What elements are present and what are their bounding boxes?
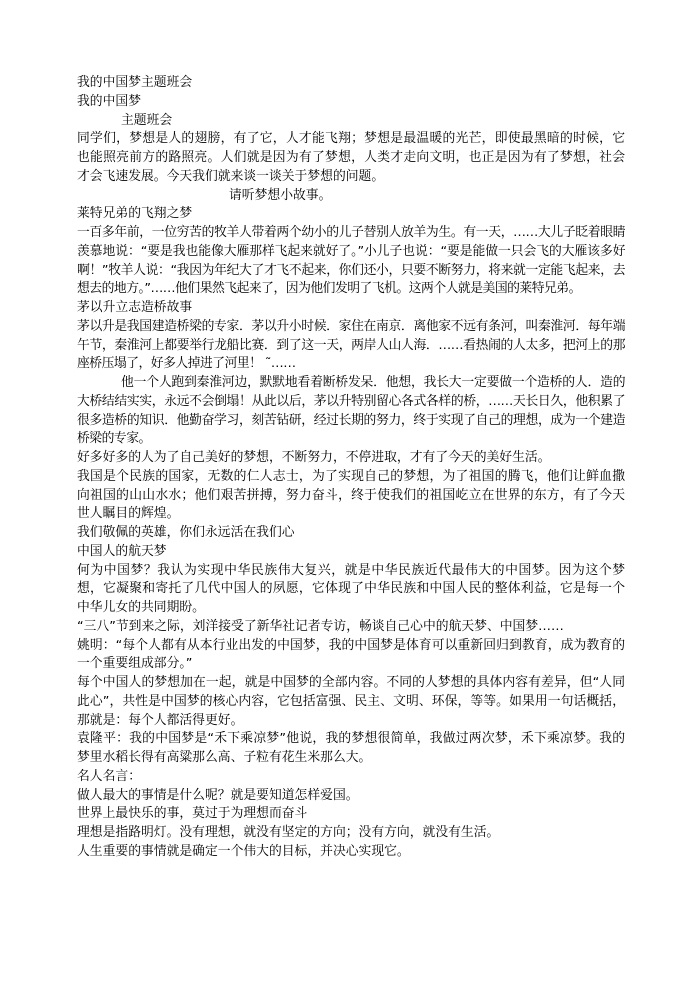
- doc-title: 我的中国梦主题班会: [77, 75, 193, 90]
- story-heading: 请听梦想小故事。: [229, 187, 332, 203]
- story-paragraph-mao-2: 他一个人跑到秦淮河边，默默地看着断桥发呆．他想，我长大一定要做一个造桥的人．造的大桥结结实实，永远不会倒塌！从此以后，茅以升特别留心各式各样的桥，……天长日久，他积累了很多造桥的知识．他勤奋学习，刻苦钻研，经过长期的努力，终于实现了自己的理想，成为一个建造桥梁的专家。: [77, 375, 625, 447]
- paragraph-dreams: 好多好多的人为了自己美好的梦想，不断努力，不停进取，才有了今天的美好生活。: [77, 450, 551, 465]
- quotes-heading: 名人名言：: [77, 768, 141, 784]
- quote-1: 做人最大的事情是什么呢？就是要知道怎样爱国。: [77, 787, 359, 803]
- quote-3: 理想是指路明灯。没有理想，就没有坚定的方向；没有方向，就没有生活。: [77, 825, 500, 840]
- paragraph-yaoming: 姚明：“每个人都有从本行业出发的中国梦，我的中国梦是体育可以重新回归到教育，成为教育的一个重要组成部分。”: [77, 637, 625, 672]
- paragraph-heroes: 我们敬佩的英雄，你们永远活在我们心: [77, 525, 295, 540]
- quote-4: 人生重要的事情就是确定一个伟大的目标，并决心实现它。: [77, 843, 410, 859]
- story-paragraph-mao-1: 茅以升是我国建造桥梁的专家．茅以升小时候．家住在南京．离他家不远有条河，叫秦淮河．每年端午节，秦淮河上都要举行龙船比赛．到了这一天，两岸人山人海．……看热闹的人太多，把河上的那座桥压塌了，好多人掉进了河里！ ˜……: [77, 318, 625, 372]
- paragraph-china-dream: 何为中国梦？我认为实现中华民族伟大复兴，就是中华民族近代最伟大的中国梦。因为这个梦想，它凝聚和寄托了几代中国人的夙愿，它体现了中华民族和中国人民的整体利益，它是每一个中华儿女的共同期盼。: [77, 562, 625, 615]
- story-title-mao: 茅以升立志造桥故事: [77, 300, 193, 315]
- story-paragraph-wright: 一百多年前，一位穷苦的牧羊人带着两个幼小的儿子替别人放羊为生。有一天，……大儿子眨着眼睛羡慕地说：“要是我也能像大雁那样飞起来就好了。”小儿子也说：“要是能做一只会飞的大雁该多好啊！”牧羊人说：“我因为年纪大了才飞不起来，你们还小，只要不断努力，将来就一定能飞起来，去想去的地方。”……他们果然飞起来了，因为他们发明了飞机。这两个人就是美国的莱特兄弟。: [77, 225, 625, 297]
- section-title-space: 中国人的航天梦: [77, 543, 167, 559]
- doc-subtitle-2: 主题班会: [121, 112, 173, 128]
- doc-subtitle: 我的中国梦: [77, 93, 141, 109]
- paragraph-common-dream: 每个中国人的梦想加在一起，就是中国梦的全部内容。不同的人梦想的具体内容有差异，但“人同此心”，共性是中国梦的核心内容，它包括富强、民主、文明、环保，等等。如果用一句话概括，那就是：每个人都活得更好。: [77, 675, 625, 728]
- paragraph-liuyang: “三八”节到来之际，刘洋接受了新华社记者专访，畅谈自己心中的航天梦、中国梦……: [77, 618, 564, 634]
- story-title-wright: 莱特兄弟的飞翔之梦: [77, 206, 193, 222]
- paragraph-yuanlongping: 袁隆平：我的中国梦是“禾下乘凉梦”他说，我的梦想很简单，我做过两次梦，禾下乘凉梦。我的梦里水稻长得有高粱那么高、子粒有花生米那么大。: [77, 731, 625, 765]
- intro-paragraph: 同学们，梦想是人的翅膀，有了它，人才能飞翔；梦想是最温暖的光芒，即使最黑暗的时候，它也能照亮前方的路照亮。人们就是因为有了梦想，人类才走向文明，也正是因为有了梦想，社会才会飞速发展。今天我们就来谈一谈关于梦想的问题。: [77, 131, 625, 184]
- document-page: [77, 74, 625, 862]
- paragraph-nation: 我国是个民族的国家，无数的仁人志士，为了实现自己的梦想，为了祖国的腾飞，他们让鲜血撒向祖国的山山水水；他们艰苦拼搏，努力奋斗，终于使我们的祖国屹立在世界的东方，有了今天世人瞩目的辉煌。: [77, 468, 625, 522]
- quote-2: 世界上最快乐的事，莫过于为理想而奋斗: [77, 806, 308, 822]
